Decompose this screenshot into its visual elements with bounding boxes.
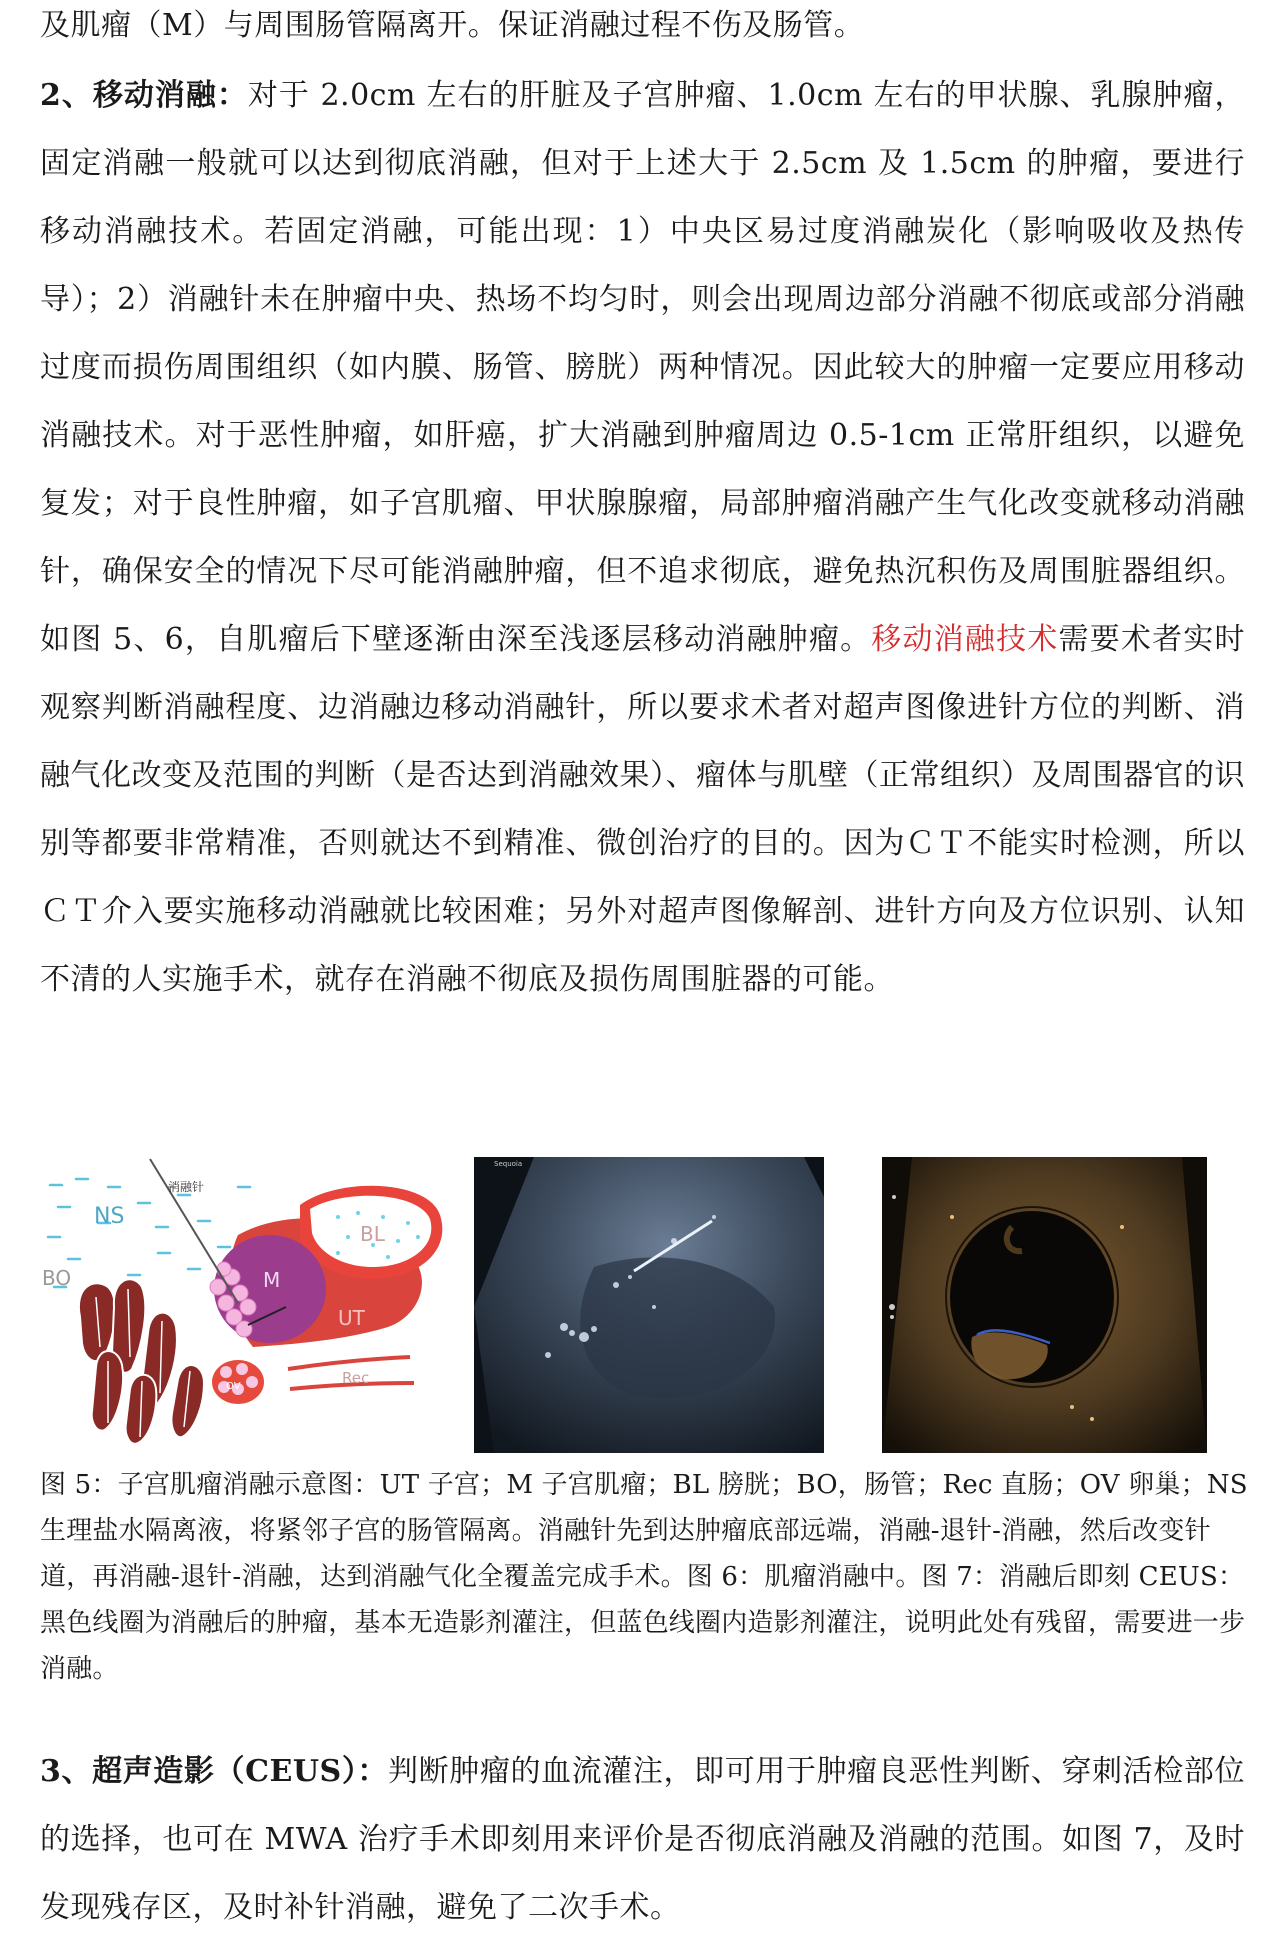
label-rec: Rec (342, 1369, 370, 1387)
label-ns: NS (94, 1204, 125, 1229)
figure-6-ultrasound (474, 1157, 824, 1453)
section-3-text: 判断肿瘤的血流灌注，即可用于肿瘤良恶性判断、穿刺活检部位的选择，也可在 MWA 治疗手术即刻用来评价是否彻底消融及消融的范围。如图 7，及时发现残存区，及时补针消融，避免了二次手术。 (40, 1754, 1245, 1925)
figure-caption: 图 5：子宫肌瘤消融示意图：UT 子宫；M 子宫肌瘤；BL 膀胱；BO，肠管；Rec 直肠；OV 卵巢；NS 生理盐水隔离液，将紧邻子宫的肠管隔离。消融针先到达肿瘤底部远端，消融-退针-消融，然后改变针道，再消融-退针-消融，达到消融气化全覆盖完成手术。图 6：肌瘤消融中。图 7：消融后即刻 CEUS：黑色线圈为消融后的肿瘤，基本无造影剂灌注，但蓝色线圈内造影剂灌注，说明此处有残留，需要进一步消融。 (40, 1470, 1248, 1684)
highlight-term: 移动消融技术 (871, 622, 1059, 657)
label-ut: UT (338, 1306, 365, 1330)
section-3-heading: 3、超声造影（CEUS）： (40, 1754, 389, 1789)
section-2-paragraph (40, 62, 1245, 1014)
label-m: M (263, 1268, 281, 1292)
label-ov: OV (226, 1381, 241, 1392)
section-2-text-a: 对于 2.0cm 左右的肝脏及子宫肿瘤、1.0cm 左右的甲状腺、乳腺肿瘤，固定消融一般就可以达到彻底消融，但对于上述大于 2.5cm 及 1.5cm 的肿瘤，要进行移动消融技术。若固定消融，可能出现：1）中央区易过度消融炭化（影响吸收及热传导）；2）消融针未在肿瘤中央、热场不均匀时，则会出现周边部分消融不彻底或部分消融过度而损伤周围组织（如内膜、肠管、膀胱）两种情况。因此较大的肿瘤一定要应用移动消融技术。对于恶性肿瘤，如肝癌，扩大消融到肿瘤周边 0.5-1cm 正常肝组织，以避免复发；对于良性肿瘤，如子宫肌瘤、甲状腺腺瘤，局部肿瘤消融产生气化改变就移动消融针，确保安全的情况下尽可能消融肿瘤，但不追求彻底，避免热沉积伤及周围脏器组织。如图 5、6，自肌瘤后下壁逐渐由深至浅逐层移动消融肿瘤。 (40, 78, 1246, 657)
fig6-brand-label: Sequoia (494, 1160, 523, 1168)
section-2-text-b: 需要术者实时观察判断消融程度、边消融边移动消融针，所以要求术者对超声图像进针方位的判断、消融气化改变及范围的判断（是否达到消融效果）、瘤体与肌壁（正常组织）及周围器官的识别等都要非常精准，否则就达不到精准、微创治疗的目的。因为ＣＴ不能实时检测，所以ＣＴ介入要实施移动消融就比较困难；另外对超声图像解剖、进针方向及方位识别、认知不清的人实施手术，就存在消融不彻底及损伤周围脏器的可能。 (40, 622, 1245, 997)
label-needle: 消融针 (168, 1180, 205, 1194)
label-bl: BL (360, 1222, 385, 1246)
intro-line: 及肌瘤（M）与周围肠管隔离开。保证消融过程不伤及肠管。 (40, 8, 865, 43)
label-bo: BO (42, 1266, 72, 1290)
section-3-paragraph (40, 1738, 1245, 1942)
figure-5-diagram (38, 1157, 454, 1453)
section-2-heading: 2、移动消融： (40, 78, 248, 113)
figure-7-ceus (882, 1157, 1207, 1453)
